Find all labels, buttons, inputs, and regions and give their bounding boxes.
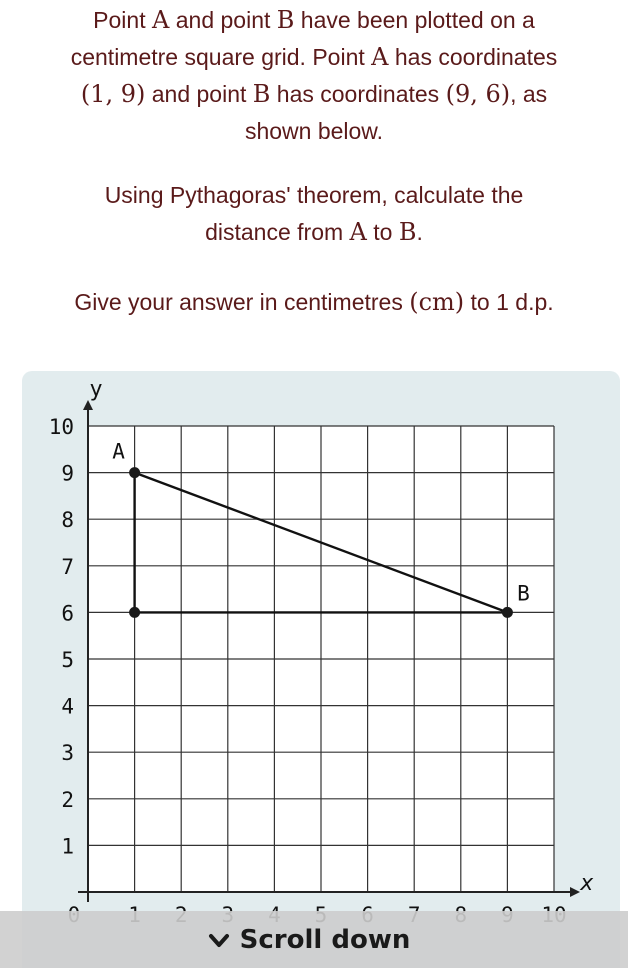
y-tick-label: 3	[61, 741, 74, 766]
x-axis-arrow	[570, 887, 580, 897]
question-paragraph-2	[0, 177, 628, 251]
question-paragraph-3	[0, 284, 628, 321]
y-tick-label: 10	[48, 415, 74, 439]
y-tick-label: 7	[61, 554, 74, 579]
question-line: Give your answer in centimetres (cm) to 1 d.p.	[74, 288, 554, 316]
chevron-down-icon	[208, 929, 230, 951]
x-axis-label: x	[580, 871, 594, 896]
graph-panel	[22, 371, 620, 968]
point-label-a: A	[112, 439, 125, 464]
question-line: Using Pythagoras' theorem, calculate the	[104, 182, 524, 208]
point-marker	[129, 467, 140, 478]
y-tick-label: 1	[61, 834, 74, 859]
question-line: Point A and point B have been plotted on a	[93, 6, 535, 34]
coordinate-grid-chart	[22, 371, 620, 968]
scroll-down-label: Scroll down	[239, 924, 411, 955]
question-line: shown below.	[244, 118, 384, 144]
point-marker	[502, 607, 513, 618]
scroll-down-button[interactable]	[208, 925, 411, 955]
point-label-b: B	[517, 581, 530, 606]
y-tick-label: 4	[61, 694, 74, 719]
question-line: distance from A to B.	[205, 218, 423, 246]
y-tick-label: 8	[61, 508, 74, 533]
question-paragraph-1	[0, 2, 628, 150]
y-tick-label: 5	[61, 648, 74, 672]
scroll-down-bar[interactable]	[0, 911, 628, 968]
y-tick-label: 9	[61, 461, 74, 486]
y-axis-label: y	[89, 377, 103, 402]
question-line: centimetre square grid. Point A has coordinates	[70, 43, 558, 71]
question-line: (1, 9) and point B has coordinates (9, 6), as	[80, 80, 548, 108]
point-marker	[129, 607, 140, 618]
y-tick-label: 6	[61, 601, 74, 626]
y-tick-label: 2	[61, 787, 74, 812]
